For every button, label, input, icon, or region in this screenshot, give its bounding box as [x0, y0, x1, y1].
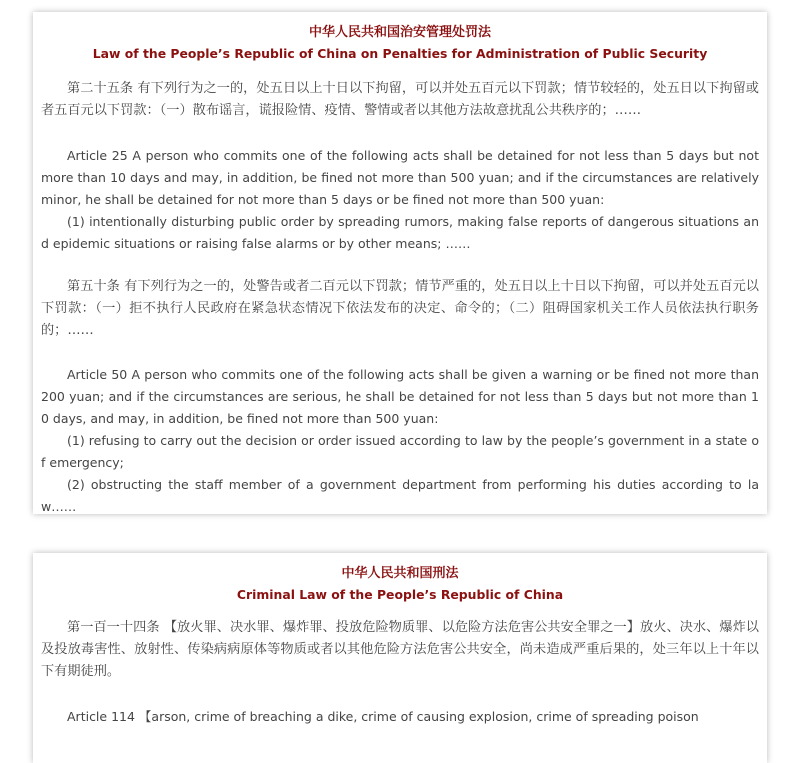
law-title-zh: 中华人民共和国治安管理处罚法: [308, 25, 491, 40]
article-50-zh: 第五十条 有下列行为之一的，处警告或者二百元以下罚款；情节严重的，处五日以上十日以下拘留，可以并处五百元以下罚款：（一）拒不执行人民政府在紧急状态情况下依法发布的决定、命令的；（二）阻碍国家机关工作人员依法执行职务的；……: [41, 279, 759, 338]
article-114-zh: 第一百一十四条 【放火罪、决水罪、爆炸罪、投放危险物质罪、以危险方法危害公共安全罪之一】放火、决水、爆炸以及投放毒害性、放射性、传染病病原体等物质或者以其他危险方法危害公共安全，尚未造成严重后果的，处三年以上十年以下有期徒刑。: [41, 620, 759, 679]
law-title-zh: 中华人民共和国刑法: [341, 566, 459, 581]
article-25-en-item-1: (1) intentionally disturbing public order by spreading rumors, making false reports of dangerous situations and epidemic situations or raising false alarms or by other means; ……: [41, 214, 759, 251]
article-25-en: Article 25 A person who commits one of the following acts shall be detained for not less than 5 days but not more than 10 days and may, in addition, be fined not more than 500 yuan; and if the circumstances are relatively minor, he shall be detained for not more than 5 days or be fined not more than 500 yuan:: [41, 148, 759, 207]
article-50-en-item-2: (2) obstructing the staff member of a government department from performing his duties according to law……: [41, 477, 759, 514]
law-card-public-security: [33, 12, 767, 514]
article-50-en-item-1: (1) refusing to carry out the decision or order issued according to law by the people’s government in a state of emergency;: [41, 433, 759, 470]
law-title-en: Criminal Law of the People’s Republic of China: [236, 587, 564, 602]
law-title-en: Law of the People’s Republic of China on Penalties for Administration of Public Security: [92, 46, 708, 61]
article-25-zh: 第二十五条 有下列行为之一的，处五日以上十日以下拘留，可以并处五百元以下罚款；情节较轻的，处五日以下拘留或者五百元以下罚款：（一）散布谣言，谎报险情、疫情、警情或者以其他方法故意扰乱公共秩序的；……: [41, 81, 759, 118]
law-card-criminal: [33, 553, 767, 763]
article-114-en: Article 114 【arson, crime of breaching a dike, crime of causing explosion, crime of spreading poison: [67, 709, 699, 724]
article-50-en: Article 50 A person who commits one of the following acts shall be given a warning or be fined not more than 200 yuan; and if the circumstances are serious, he shall be detained for not less than 5 days but not more than 10 days, and may, in addition, be fined not more than 500 yuan:: [41, 367, 759, 426]
